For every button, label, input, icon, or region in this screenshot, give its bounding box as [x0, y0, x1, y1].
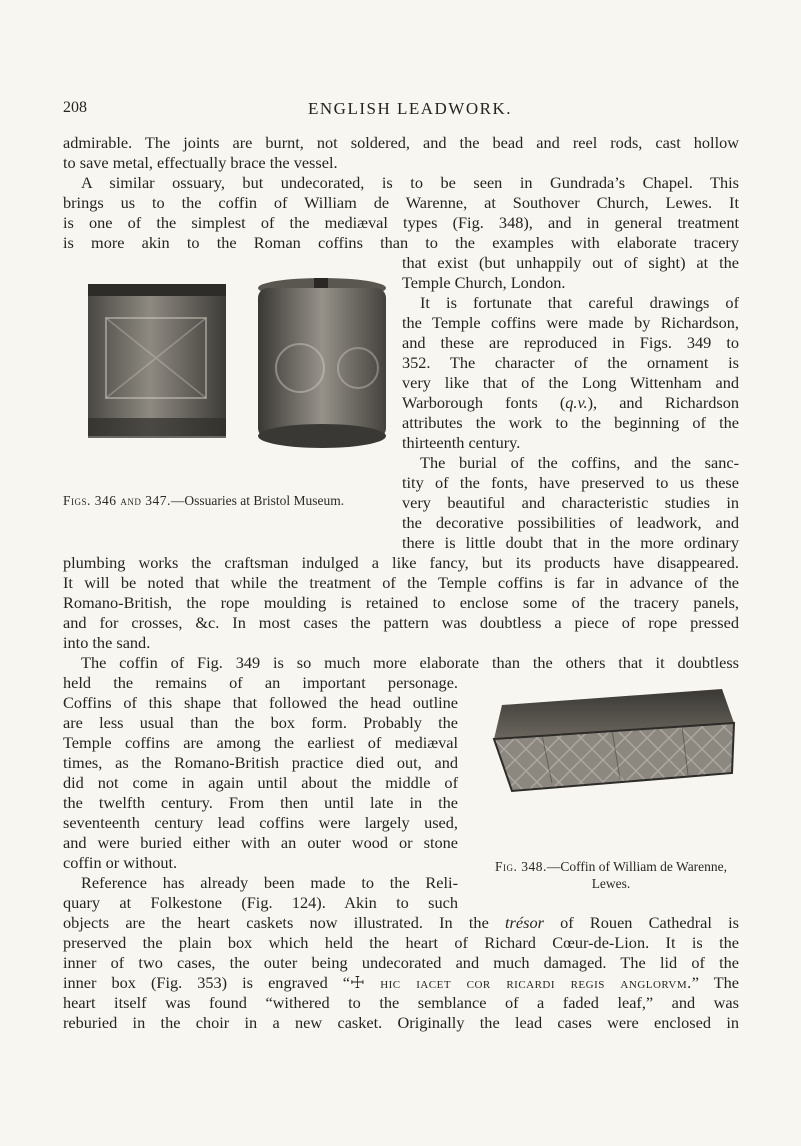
text-line: there is little doubt that in the more ordinary — [402, 533, 739, 552]
text-segment: objects are the heart caskets now illustrated. In the — [63, 913, 506, 932]
text-line: brings us to the coffin of William de Warenne, at Southover Church, Lewes. It — [63, 193, 739, 212]
text-segment: ), and Richardson — [587, 393, 739, 412]
text-line: Romano-British, the rope moulding is retained to enclose some of the tracery panels, — [63, 593, 739, 612]
text-line: quary at Folkestone (Fig. 124). Akin to such — [63, 893, 458, 912]
text-line: A similar ossuary, but undecorated, is to be seen in Gundrada’s Chapel. This — [81, 173, 739, 192]
text-line: did not come in again until about the middle of — [63, 773, 458, 792]
text-line: coffin or without. — [63, 853, 178, 872]
text-line: attributes the work to the beginning of the — [402, 413, 739, 432]
text-line: Temple coffins are among the earliest of mediæval — [63, 733, 458, 752]
text-line: and were buried either with an outer wood or stone — [63, 833, 458, 852]
caption-text: —Ossuaries at Bristol Museum. — [170, 493, 345, 508]
text-line: and for crosses, &c. In most cases the pattern was doubtless a piece of rope pressed — [63, 613, 739, 632]
text-line: The coffin of Fig. 349 is so much more elaborate than the others that it doubtless — [81, 653, 739, 672]
text-segment: ” The — [691, 973, 739, 992]
text-line: times, as the Romano-British practice died out, and — [63, 753, 458, 772]
text-line: very beautiful and characteristic studies in — [402, 493, 739, 512]
text-segment: of Rouen Cathedral is — [543, 913, 740, 932]
running-head: ENGLISH LEADWORK. — [308, 99, 512, 118]
text-line: tity of the fonts, have preserved to us these — [402, 473, 739, 492]
ossuary-346 — [88, 284, 226, 438]
text-line: that exist (but unhappily out of sight) at the — [402, 253, 739, 272]
caption-fig-348 — [482, 858, 740, 892]
text-line: into the sand. — [63, 633, 151, 652]
italic-abbrev: q.v. — [565, 393, 588, 412]
ossuaries-photo — [88, 258, 388, 458]
caption-figs-346-347 — [63, 492, 393, 509]
italic-word: trésor — [505, 913, 544, 932]
text-line — [63, 973, 739, 993]
caption-text: —Coffin of William de Warenne, — [546, 859, 728, 874]
text-line: plumbing works the craftsman indulged a like fancy, but its products have disappeared. — [63, 553, 739, 572]
text-line: It will be noted that while the treatment of the Temple coffins is far in advance of the — [63, 573, 739, 592]
text-line: the decorative possibilities of leadwork, and — [402, 513, 739, 532]
text-line — [402, 393, 739, 413]
text-line: The burial of the coffins, and the sanc- — [420, 453, 739, 472]
text-line: to save metal, effectually brace the vessel. — [63, 153, 338, 172]
text-segment: inner box (Fig. 353) is engraved “ — [63, 973, 351, 992]
text-line: Reference has already been made to the Reli- — [81, 873, 458, 892]
figure-ossuaries — [88, 258, 388, 458]
text-line: held the remains of an important personage. — [63, 673, 458, 692]
coffin-photo — [482, 683, 740, 795]
text-line: inner of two cases, the outer being undecorated and much damaged. The lid of the — [63, 953, 739, 972]
text-line: is one of the simplest of the mediæval types (Fig. 348), and in general treatment — [63, 213, 739, 232]
text-line: very like that of the Long Wittenham and — [402, 373, 739, 392]
text-line: are less usual than the box form. Probably the — [63, 713, 458, 732]
text-line: thirteenth century. — [402, 433, 521, 452]
text-line: reburied in the choir in a new casket. Originally the lead cases were enclosed in — [63, 1013, 739, 1032]
text-line: admirable. The joints are burnt, not soldered, and the bead and reel rods, cast hollow — [63, 133, 739, 152]
text-segment: Warborough fonts ( — [402, 393, 566, 412]
text-line: seventeenth century lead coffins were largely used, — [63, 813, 458, 832]
text-line: heart itself was found “withered to the semblance of a faded leaf,” and was — [63, 993, 739, 1012]
text-line: the Temple coffins were made by Richardson, — [402, 313, 739, 332]
figure-coffin — [482, 683, 740, 795]
text-line: is more akin to the Roman coffins than to the examples with elaborate tracery — [63, 233, 739, 252]
text-line: and these are reproduced in Figs. 349 to — [402, 333, 739, 352]
text-line: preserved the plain box which held the heart of Richard Cœur-de-Lion. It is the — [63, 933, 739, 952]
text-line: It is fortunate that careful drawings of — [420, 293, 739, 312]
page-number: 208 — [63, 99, 87, 116]
caption-label: Fig. 348. — [494, 859, 547, 874]
caption-label: Figs. 346 and 347. — [63, 493, 171, 508]
inscription: hic iacet cor ricardi regis anglorvm. — [364, 973, 692, 992]
ossuary-347 — [258, 278, 386, 448]
cross-glyph: ☩ — [350, 973, 365, 992]
caption-line: Lewes. — [591, 876, 631, 891]
caption-line — [482, 858, 740, 875]
text-line: 352. The character of the ornament is — [402, 353, 739, 372]
text-line: the twelfth century. From then until late in the — [63, 793, 458, 812]
text-line: Coffins of this shape that followed the head outline — [63, 693, 458, 712]
text-line — [63, 913, 739, 933]
text-line: Temple Church, London. — [402, 273, 566, 292]
